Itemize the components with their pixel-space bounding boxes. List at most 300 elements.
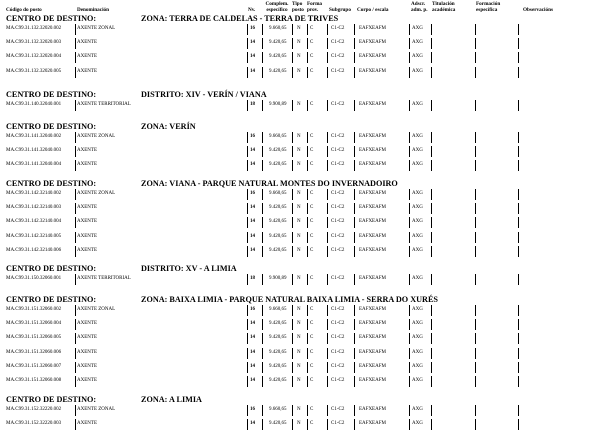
column-divider <box>327 24 328 35</box>
column-divider <box>292 146 293 157</box>
column-divider <box>518 52 519 63</box>
column-divider <box>292 38 293 49</box>
column-divider <box>75 376 76 387</box>
cell-tipo: N <box>297 148 301 154</box>
column-divider <box>75 132 76 143</box>
cell-denominacion: AXENTE TERRITORIAL <box>77 276 131 281</box>
column-divider <box>307 274 308 285</box>
column-divider <box>262 67 263 78</box>
column-divider <box>292 274 293 285</box>
header-observacions: Observacións <box>523 7 553 13</box>
column-divider <box>431 348 432 359</box>
column-divider <box>327 52 328 63</box>
cell-tipo: N <box>297 276 301 281</box>
cell-complemento: 9.420,65 <box>269 68 287 74</box>
cell-complemento: 9.660,65 <box>269 134 287 139</box>
column-divider <box>327 67 328 78</box>
column-divider <box>247 274 248 285</box>
column-divider <box>75 333 76 344</box>
column-divider <box>475 319 476 330</box>
cell-subgrupo: C1-C2 <box>331 335 345 341</box>
column-divider <box>262 405 263 416</box>
column-divider <box>75 52 76 63</box>
column-divider <box>475 52 476 63</box>
column-divider <box>75 146 76 157</box>
column-divider <box>475 362 476 373</box>
cell-adscr: AXG <box>412 363 423 369</box>
cell-corpo: EAFXEAFM <box>359 205 386 211</box>
cell-tipo: N <box>297 349 301 355</box>
table-row <box>0 274 615 285</box>
column-divider <box>431 376 432 387</box>
column-divider <box>431 362 432 373</box>
cell-denominacion: AXENTE <box>77 40 97 46</box>
cell-complemento: 9.660,65 <box>269 26 287 31</box>
cell-adscr: AXG <box>412 102 423 107</box>
column-divider <box>75 67 76 78</box>
column-divider <box>247 67 248 78</box>
column-divider <box>247 203 248 214</box>
column-divider <box>247 160 248 171</box>
column-divider <box>409 217 410 228</box>
cell-adscr: AXG <box>412 407 423 412</box>
cell-nivel: 18 <box>250 102 255 107</box>
cell-codigo: MA.C99.31.151.32060.004 <box>6 321 62 327</box>
cell-adscr: AXG <box>412 335 423 341</box>
table-row <box>0 319 615 330</box>
column-divider <box>354 405 355 416</box>
cell-codigo: MA.C99.31.141.32040.004 <box>6 162 62 168</box>
cell-denominacion: AXENTE ZONAL <box>77 134 116 139</box>
column-divider <box>431 319 432 330</box>
cell-codigo: MA.C99.31.142.32140.003 <box>6 205 62 211</box>
column-divider <box>475 100 476 111</box>
cell-adscr: AXG <box>412 307 423 312</box>
cell-denominacion: AXENTE <box>77 335 97 341</box>
cell-denominacion: AXENTE <box>77 54 97 60</box>
column-divider <box>262 189 263 200</box>
cell-denominacion: AXENTE <box>77 68 97 74</box>
cell-forma: C <box>310 68 314 74</box>
cell-complemento: 9.420,65 <box>269 219 287 225</box>
section-label: CENTRO DE DESTINO: <box>6 90 97 99</box>
table-row <box>0 160 615 171</box>
header-forma: Forma prov. <box>307 1 322 13</box>
column-divider <box>327 189 328 200</box>
column-divider <box>247 146 248 157</box>
column-divider <box>292 232 293 243</box>
column-divider <box>475 348 476 359</box>
cell-tipo: N <box>297 162 301 168</box>
column-divider <box>354 189 355 200</box>
cell-tipo: N <box>297 26 301 31</box>
column-divider <box>247 333 248 344</box>
cell-corpo: EAFXEAFM <box>359 363 386 369</box>
column-divider <box>354 232 355 243</box>
cell-forma: C <box>310 349 314 355</box>
table-row <box>0 405 615 416</box>
cell-adscr: AXG <box>412 191 423 196</box>
column-divider <box>247 246 248 257</box>
column-divider <box>307 160 308 171</box>
cell-adscr: AXG <box>412 276 423 281</box>
column-divider <box>292 333 293 344</box>
column-divider <box>475 189 476 200</box>
column-divider <box>292 67 293 78</box>
cell-denominacion: AXENTE <box>77 233 97 239</box>
column-divider <box>354 333 355 344</box>
cell-subgrupo: C1-C2 <box>331 233 345 239</box>
table-row <box>0 67 615 78</box>
cell-denominacion: AXENTE ZONAL <box>77 191 116 196</box>
cell-nivel: 14 <box>250 162 255 168</box>
column-divider <box>354 52 355 63</box>
cell-corpo: EAFXEAFM <box>359 307 386 312</box>
column-divider <box>75 246 76 257</box>
column-divider <box>75 38 76 49</box>
cell-corpo: EAFXEAFM <box>359 102 386 107</box>
table-row <box>0 52 615 63</box>
column-divider <box>431 333 432 344</box>
column-divider <box>518 146 519 157</box>
cell-codigo: MA.C99.31.142.32140.006 <box>6 247 62 253</box>
column-divider <box>327 146 328 157</box>
column-divider <box>431 160 432 171</box>
column-divider <box>292 52 293 63</box>
cell-denominacion: AXENTE ZONAL <box>77 26 116 31</box>
column-divider <box>475 376 476 387</box>
column-divider <box>327 246 328 257</box>
column-divider <box>262 419 263 430</box>
table-row <box>0 305 615 316</box>
column-divider <box>262 203 263 214</box>
column-divider <box>75 100 76 111</box>
column-divider <box>518 232 519 243</box>
cell-subgrupo: C1-C2 <box>331 276 345 281</box>
cell-tipo: N <box>297 421 301 427</box>
cell-complemento: 9.420,65 <box>269 205 287 211</box>
column-divider <box>307 376 308 387</box>
cell-subgrupo: C1-C2 <box>331 378 345 383</box>
cell-complemento: 9.660,65 <box>269 307 287 312</box>
column-divider <box>409 376 410 387</box>
cell-adscr: AXG <box>412 247 423 253</box>
cell-subgrupo: C1-C2 <box>331 134 345 139</box>
cell-forma: C <box>310 219 314 225</box>
cell-adscr: AXG <box>412 233 423 239</box>
cell-tipo: N <box>297 134 301 139</box>
cell-nivel: 16 <box>250 307 255 312</box>
cell-forma: C <box>310 191 314 196</box>
column-divider <box>518 305 519 316</box>
column-divider <box>75 274 76 285</box>
cell-codigo: MA.C99.31.132.32020.002 <box>6 26 62 31</box>
column-divider <box>354 319 355 330</box>
table-row <box>0 132 615 143</box>
column-divider <box>292 189 293 200</box>
column-divider <box>354 160 355 171</box>
cell-denominacion: AXENTE <box>77 321 97 327</box>
cell-forma: C <box>310 276 314 281</box>
column-divider <box>247 376 248 387</box>
column-divider <box>409 305 410 316</box>
cell-forma: C <box>310 148 314 154</box>
cell-adscr: AXG <box>412 378 423 383</box>
column-divider <box>475 67 476 78</box>
cell-corpo: EAFXEAFM <box>359 233 386 239</box>
table-row <box>0 217 615 228</box>
column-divider <box>292 362 293 373</box>
column-divider <box>262 319 263 330</box>
cell-tipo: N <box>297 219 301 225</box>
cell-complemento: 9.660,65 <box>269 191 287 196</box>
column-divider <box>409 100 410 111</box>
column-divider <box>409 38 410 49</box>
column-divider <box>518 100 519 111</box>
column-divider <box>354 24 355 35</box>
cell-subgrupo: C1-C2 <box>331 219 345 225</box>
column-divider <box>247 305 248 316</box>
table-row <box>0 203 615 214</box>
column-divider <box>262 348 263 359</box>
column-divider <box>518 319 519 330</box>
cell-subgrupo: C1-C2 <box>331 321 345 327</box>
cell-complemento: 9.420,65 <box>269 363 287 369</box>
column-divider <box>354 132 355 143</box>
cell-corpo: EAFXEAFM <box>359 162 386 168</box>
column-divider <box>518 160 519 171</box>
column-divider <box>307 132 308 143</box>
cell-complemento: 9.420,65 <box>269 335 287 341</box>
column-divider <box>518 348 519 359</box>
cell-subgrupo: C1-C2 <box>331 68 345 74</box>
cell-corpo: EAFXEAFM <box>359 134 386 139</box>
cell-denominacion: AXENTE <box>77 349 97 355</box>
cell-complemento: 9.900,89 <box>269 276 287 281</box>
column-divider <box>431 305 432 316</box>
column-divider <box>518 419 519 430</box>
cell-nivel: 14 <box>250 233 255 239</box>
cell-codigo: MA.C99.31.132.32020.003 <box>6 40 62 46</box>
cell-corpo: EAFXEAFM <box>359 335 386 341</box>
cell-adscr: AXG <box>412 148 423 154</box>
cell-forma: C <box>310 307 314 312</box>
column-divider <box>354 419 355 430</box>
cell-denominacion: AXENTE <box>77 219 97 225</box>
column-divider <box>431 52 432 63</box>
header-adscr: Adscr. adm. p. <box>411 1 428 13</box>
cell-denominacion: AXENTE <box>77 378 97 383</box>
column-divider <box>475 232 476 243</box>
column-divider <box>247 348 248 359</box>
cell-forma: C <box>310 102 314 107</box>
header-titulacion: Titulación académica <box>432 1 456 13</box>
header-subgrupo: Subgrupo <box>329 7 351 13</box>
column-divider <box>262 376 263 387</box>
column-divider <box>327 203 328 214</box>
column-divider <box>262 146 263 157</box>
section-name: ZONA: VIANA - PARQUE NATURAL MONTES DO INVERNADOIRO <box>141 179 398 188</box>
column-divider <box>409 419 410 430</box>
cell-corpo: EAFXEAFM <box>359 54 386 60</box>
column-divider <box>354 348 355 359</box>
cell-subgrupo: C1-C2 <box>331 363 345 369</box>
column-divider <box>327 100 328 111</box>
column-divider <box>354 67 355 78</box>
column-divider <box>262 52 263 63</box>
cell-adscr: AXG <box>412 162 423 168</box>
cell-nivel: 14 <box>250 321 255 327</box>
column-divider <box>327 333 328 344</box>
column-divider <box>327 348 328 359</box>
cell-nivel: 16 <box>250 26 255 31</box>
cell-codigo: MA.C99.31.142.32140.002 <box>6 191 62 196</box>
cell-denominacion: AXENTE <box>77 247 97 253</box>
column-divider <box>327 419 328 430</box>
column-divider <box>475 38 476 49</box>
cell-forma: C <box>310 407 314 412</box>
column-divider <box>518 405 519 416</box>
column-divider <box>247 52 248 63</box>
cell-nivel: 14 <box>250 54 255 60</box>
column-divider <box>409 362 410 373</box>
column-divider <box>292 246 293 257</box>
cell-nivel: 14 <box>250 148 255 154</box>
cell-adscr: AXG <box>412 349 423 355</box>
section-name: ZONA: TERRA DE CALDELAS - TERRA DE TRIVES <box>141 14 339 23</box>
column-divider <box>75 405 76 416</box>
column-divider <box>247 38 248 49</box>
cell-corpo: EAFXEAFM <box>359 68 386 74</box>
column-divider <box>475 274 476 285</box>
column-divider <box>292 305 293 316</box>
column-divider <box>475 160 476 171</box>
cell-forma: C <box>310 321 314 327</box>
column-divider <box>292 132 293 143</box>
cell-codigo: MA.C99.31.141.32040.002 <box>6 134 62 139</box>
cell-subgrupo: C1-C2 <box>331 407 345 412</box>
cell-forma: C <box>310 205 314 211</box>
column-divider <box>307 246 308 257</box>
header-complemento: Complem. específico <box>265 1 289 13</box>
header-nivel: Nv. <box>248 7 256 13</box>
column-divider <box>247 189 248 200</box>
cell-nivel: 14 <box>250 219 255 225</box>
section-label: CENTRO DE DESTINO: <box>6 14 97 23</box>
cell-subgrupo: C1-C2 <box>331 191 345 196</box>
cell-tipo: N <box>297 247 301 253</box>
cell-subgrupo: C1-C2 <box>331 148 345 154</box>
cell-codigo: MA.C99.31.151.32060.005 <box>6 335 62 341</box>
column-divider <box>409 52 410 63</box>
column-divider <box>354 146 355 157</box>
column-divider <box>75 319 76 330</box>
cell-tipo: N <box>297 407 301 412</box>
cell-codigo: MA.C99.31.152.32220.002 <box>6 407 62 412</box>
cell-forma: C <box>310 26 314 31</box>
table-row <box>0 362 615 373</box>
cell-denominacion: AXENTE <box>77 162 97 168</box>
column-divider <box>431 405 432 416</box>
column-divider <box>247 362 248 373</box>
column-divider <box>247 217 248 228</box>
cell-corpo: EAFXEAFM <box>359 219 386 225</box>
cell-corpo: EAFXEAFM <box>359 407 386 412</box>
column-divider <box>327 160 328 171</box>
cell-forma: C <box>310 421 314 427</box>
column-divider <box>247 319 248 330</box>
column-divider <box>431 274 432 285</box>
column-divider <box>327 232 328 243</box>
column-divider <box>262 217 263 228</box>
column-divider <box>354 362 355 373</box>
cell-nivel: 14 <box>250 205 255 211</box>
cell-denominacion: AXENTE <box>77 363 97 369</box>
column-divider <box>75 232 76 243</box>
table-row <box>0 376 615 387</box>
column-divider <box>518 24 519 35</box>
column-divider <box>354 305 355 316</box>
column-divider <box>475 24 476 35</box>
header-denominacion: Denominación <box>77 7 109 13</box>
column-divider <box>354 38 355 49</box>
column-divider <box>292 419 293 430</box>
column-divider <box>307 146 308 157</box>
column-divider <box>431 189 432 200</box>
cell-nivel: 16 <box>250 407 255 412</box>
cell-forma: C <box>310 162 314 168</box>
cell-forma: C <box>310 40 314 46</box>
column-divider <box>292 24 293 35</box>
cell-complemento: 9.420,65 <box>269 247 287 253</box>
column-divider <box>307 232 308 243</box>
column-divider <box>307 24 308 35</box>
cell-tipo: N <box>297 68 301 74</box>
section-name: DISTRITO: XV - A LIMIA <box>141 264 237 273</box>
cell-codigo: MA.C99.31.132.32020.004 <box>6 54 62 60</box>
table-row <box>0 189 615 200</box>
cell-subgrupo: C1-C2 <box>331 54 345 60</box>
cell-nivel: 14 <box>250 378 255 383</box>
cell-forma: C <box>310 363 314 369</box>
column-divider <box>409 333 410 344</box>
column-divider <box>307 419 308 430</box>
column-divider <box>431 24 432 35</box>
column-divider <box>475 217 476 228</box>
column-divider <box>409 319 410 330</box>
cell-denominacion: AXENTE <box>77 205 97 211</box>
cell-subgrupo: C1-C2 <box>331 102 345 107</box>
column-divider <box>518 333 519 344</box>
cell-corpo: EAFXEAFM <box>359 40 386 46</box>
column-divider <box>409 146 410 157</box>
cell-forma: C <box>310 378 314 383</box>
column-divider <box>327 132 328 143</box>
column-divider <box>292 348 293 359</box>
cell-adscr: AXG <box>412 26 423 31</box>
header-tipo: Tipo posto <box>292 1 304 13</box>
column-divider <box>475 203 476 214</box>
column-divider <box>431 146 432 157</box>
cell-complemento: 9.420,65 <box>269 378 287 383</box>
column-divider <box>475 146 476 157</box>
column-divider <box>75 203 76 214</box>
column-divider <box>292 376 293 387</box>
column-divider <box>247 419 248 430</box>
table-row <box>0 419 615 430</box>
column-divider <box>475 333 476 344</box>
column-divider <box>409 67 410 78</box>
